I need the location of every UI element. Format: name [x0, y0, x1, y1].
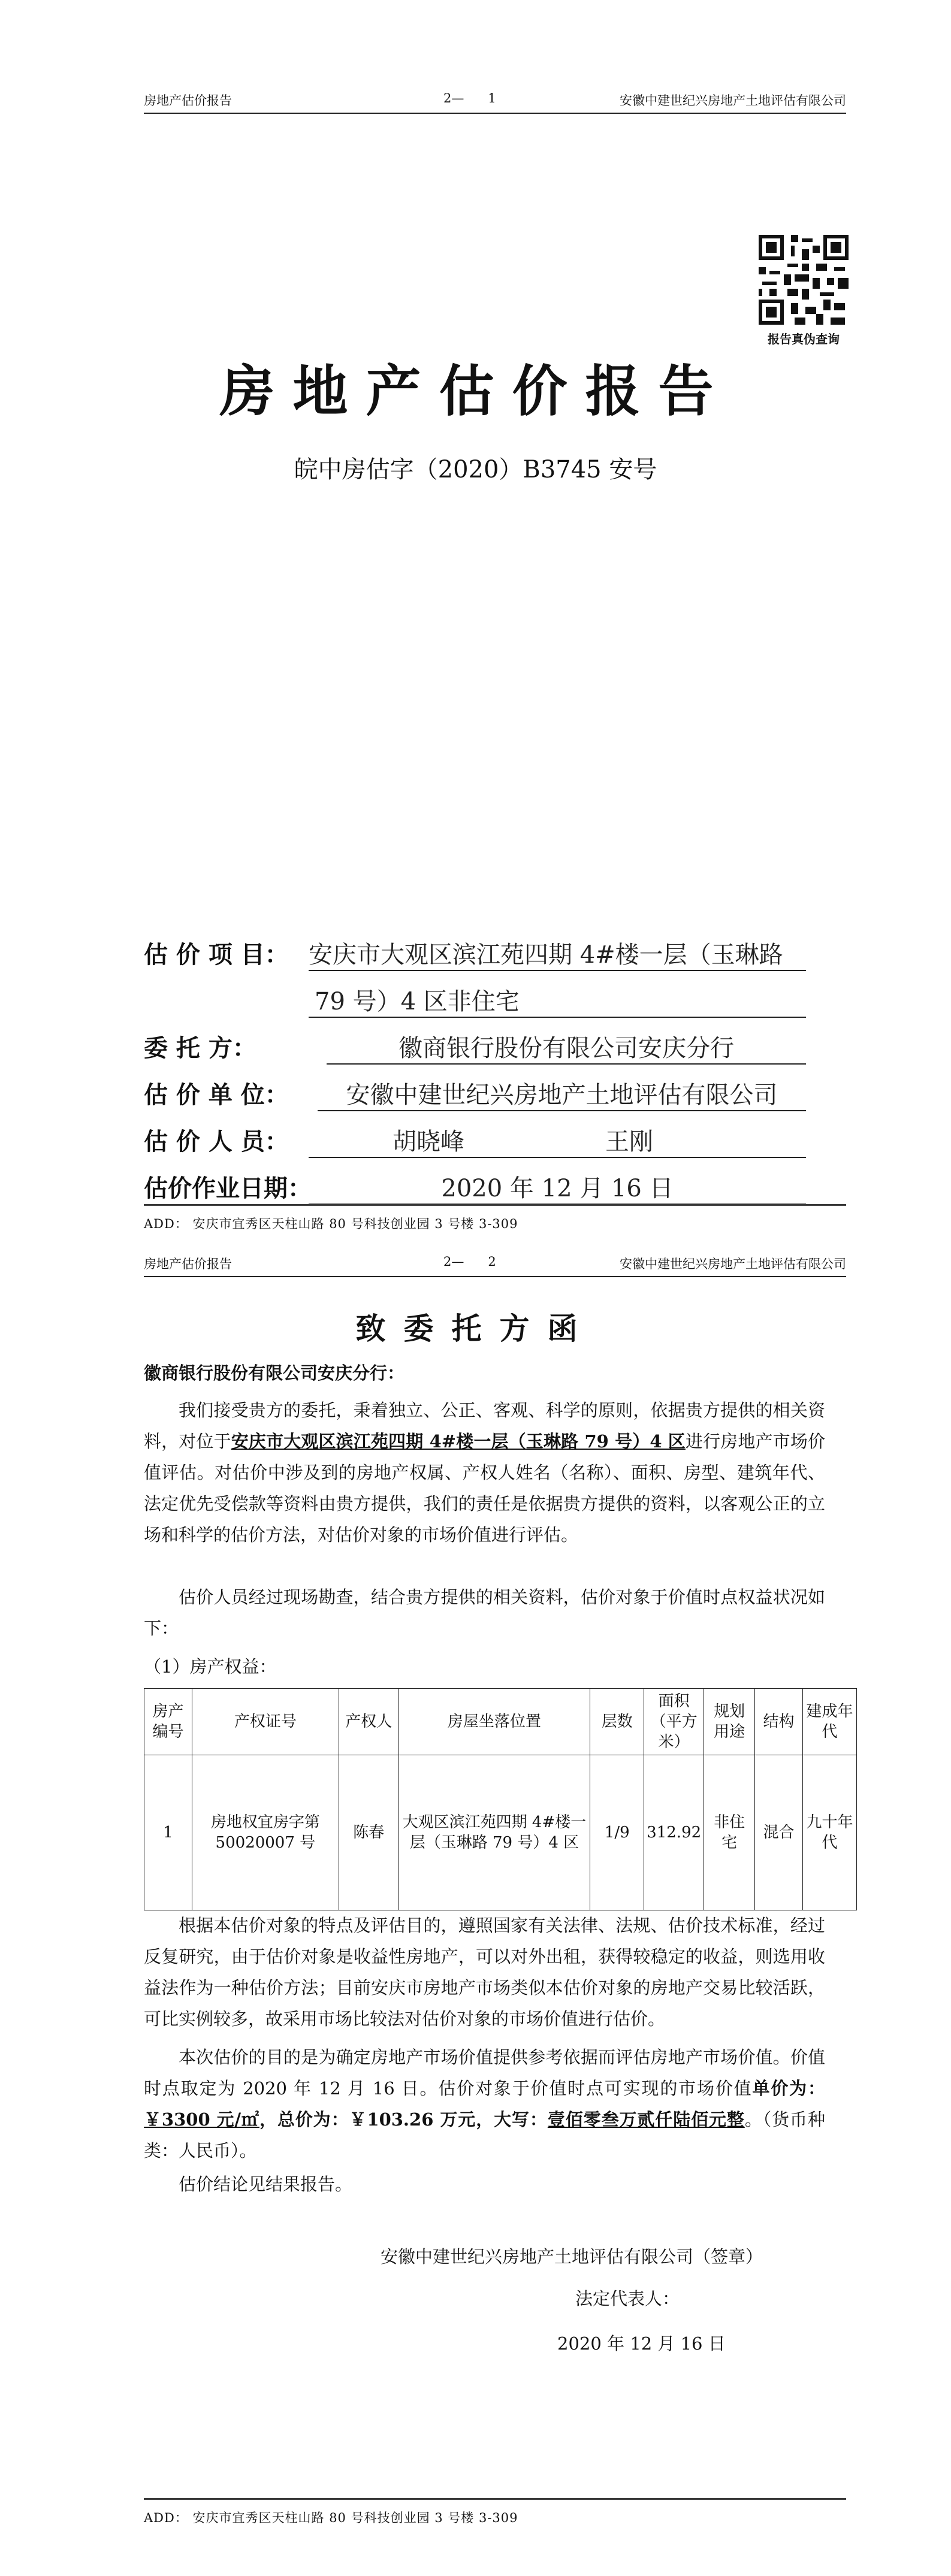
col-header: 结构: [755, 1689, 803, 1755]
project-row: [144, 936, 289, 970]
appraiser-unit-label: 估 价 单 位：: [144, 1081, 289, 1109]
signature-date: 2020 年 12 月 16 日: [557, 2333, 726, 2354]
col-header: 房屋坐落位置: [398, 1689, 590, 1755]
date-row: [144, 1169, 312, 1204]
table-cell: 1/9: [590, 1755, 644, 1910]
table-cell: 1: [144, 1755, 192, 1910]
total-price: ￥103.26 万元: [349, 2109, 476, 2130]
header-left: 房地产估价报告: [144, 93, 232, 108]
appraiser-name-1: 胡晓峰: [393, 1128, 464, 1156]
letter-heading: 致委托方函: [355, 1311, 596, 1346]
page-header: [144, 1252, 846, 1277]
paragraph-1: 我们接受贵方的委托，秉着独立、公正、客观、科学的原则，依据贵方提供的相关资料，对位于安庆市大观区滨江苑四期 4#楼一层（玉琳路 79 号）4 区进行房地产市场价值评估。对估价中涉及到的房地产权属、产权人姓名（名称）、面积、房型、建筑年代、法定优先受偿款等资料由贵方提供，我们的责任是依据贵方提供的资料，以客观公正的立场和科学的估价方法，对估价对象的市场价值进行评估。: [144, 1400, 825, 1545]
report-title: 房地产估价报告: [219, 359, 732, 424]
table-cell: 非住宅: [704, 1755, 755, 1910]
table-row: [144, 1755, 857, 1910]
appraisers-value: [309, 1123, 806, 1158]
property-rights-table: [144, 1688, 857, 1910]
table-cell: 陈春: [339, 1755, 398, 1910]
qr-code-icon[interactable]: [759, 235, 849, 325]
table-cell: 九十年代: [803, 1755, 857, 1910]
table-header-row: [144, 1689, 857, 1755]
col-header: 产权人: [339, 1689, 398, 1755]
header-company: 安徽中建世纪兴房地产土地评估有限公司: [620, 1257, 846, 1271]
col-header: 建成年代: [803, 1689, 857, 1755]
footer-address: ADD： 安庆市宜秀区天柱山路 80 号科技创业园 3 号楼 3-309: [144, 1204, 846, 1232]
paragraph-4: 本次估价的目的是为确定房地产市场价值提供参考依据而评估房地产市场价值。价值时点取定为 2020 年 12 月 16 日。估价对象于价值时点可实现的市场价值单价为：￥3300 元/㎡，总价为：￥103.26 万元，大写：壹佰零叁万贰仟陆佰元整。（货币种类：人民币）。: [144, 2047, 825, 2161]
paragraph-5: 估价结论见结果报告。: [179, 2174, 353, 2194]
table-cell: 房地权宜房字第 50020007 号: [192, 1755, 339, 1910]
table-cell: 混合: [755, 1755, 803, 1910]
project-value-line2: 79 号）4 区非住宅: [309, 982, 806, 1018]
col-header: 产权证号: [192, 1689, 339, 1755]
report-cover-page: [0, 0, 951, 1252]
qr-caption: 报告真伪查询: [768, 332, 840, 346]
paragraph-3: 根据本估价对象的特点及评估目的，遵照国家有关法律、法规、估价技术标准，经过反复研究，由于估价对象是收益性房地产，可以对外出租，获得较稳定的收益，则选用收益法作为一种估价方法；目前安庆市房地产市场类似本估价对象的房地产交易比较活跃，可比实例较多，故采用市场比较法对估价对象的市场价值进行估价。: [144, 1915, 825, 2029]
addressee: 徽商银行股份有限公司安庆分行：: [144, 1363, 405, 1383]
header-page-number: 2— 2: [443, 1254, 496, 1269]
appraisers-row: [144, 1123, 289, 1157]
table-cell: 312.92: [644, 1755, 704, 1910]
col-header: 面积（平方米）: [644, 1689, 704, 1755]
total-price-uppercase: 壹佰零叁万贰仟陆佰元整: [547, 2109, 745, 2130]
project-label: 估 价 项 目：: [144, 941, 289, 969]
appraiser-name-2: 王刚: [605, 1128, 653, 1156]
header-page-number: 2— 1: [443, 91, 496, 105]
page-header: [144, 89, 846, 114]
col-header: 规划用途: [704, 1689, 755, 1755]
date-value: 2020 年 12 月 16 日: [309, 1169, 806, 1205]
client-row: [144, 1029, 256, 1063]
appraisers-label: 估 价 人 员：: [144, 1127, 289, 1156]
appraiser-unit-row: [144, 1076, 289, 1110]
client-label: 委 托 方：: [144, 1034, 256, 1062]
col-header: 房产编号: [144, 1689, 192, 1755]
document-number: 皖中房估字（2020）B3745 安号: [294, 456, 657, 483]
letter-page: [0, 1252, 951, 2576]
col-header: 层数: [590, 1689, 644, 1755]
unit-price: ￥3300 元/㎡: [144, 2109, 259, 2130]
client-value: 徽商银行股份有限公司安庆分行: [327, 1029, 806, 1065]
signature-company: 安徽中建世纪兴房地产土地评估有限公司（签章）: [381, 2247, 763, 2267]
project-value-line1: 安庆市大观区滨江苑四期 4#楼一层（玉琳路: [309, 936, 806, 971]
property-location: 安庆市大观区滨江苑四期 4#楼一层（玉琳路 79 号）4 区: [231, 1431, 686, 1452]
signature-representative: 法定代表人：: [575, 2288, 680, 2309]
rights-caption: （1）房产权益：: [144, 1656, 277, 1677]
appraiser-unit-value: 安徽中建世纪兴房地产土地评估有限公司: [318, 1076, 806, 1111]
table-cell: 大观区滨江苑四期 4#楼一层（玉琳路 79 号）4 区: [398, 1755, 590, 1910]
footer-address: ADD： 安庆市宜秀区天柱山路 80 号科技创业园 3 号楼 3-309: [144, 2498, 846, 2526]
header-left: 房地产估价报告: [144, 1257, 232, 1271]
date-label: 估价作业日期：: [144, 1174, 312, 1202]
paragraph-2: 估价人员经过现场勘查，结合贵方提供的相关资料，估价对象于价值时点权益状况如下：: [144, 1587, 825, 1638]
header-company: 安徽中建世纪兴房地产土地评估有限公司: [620, 93, 846, 108]
